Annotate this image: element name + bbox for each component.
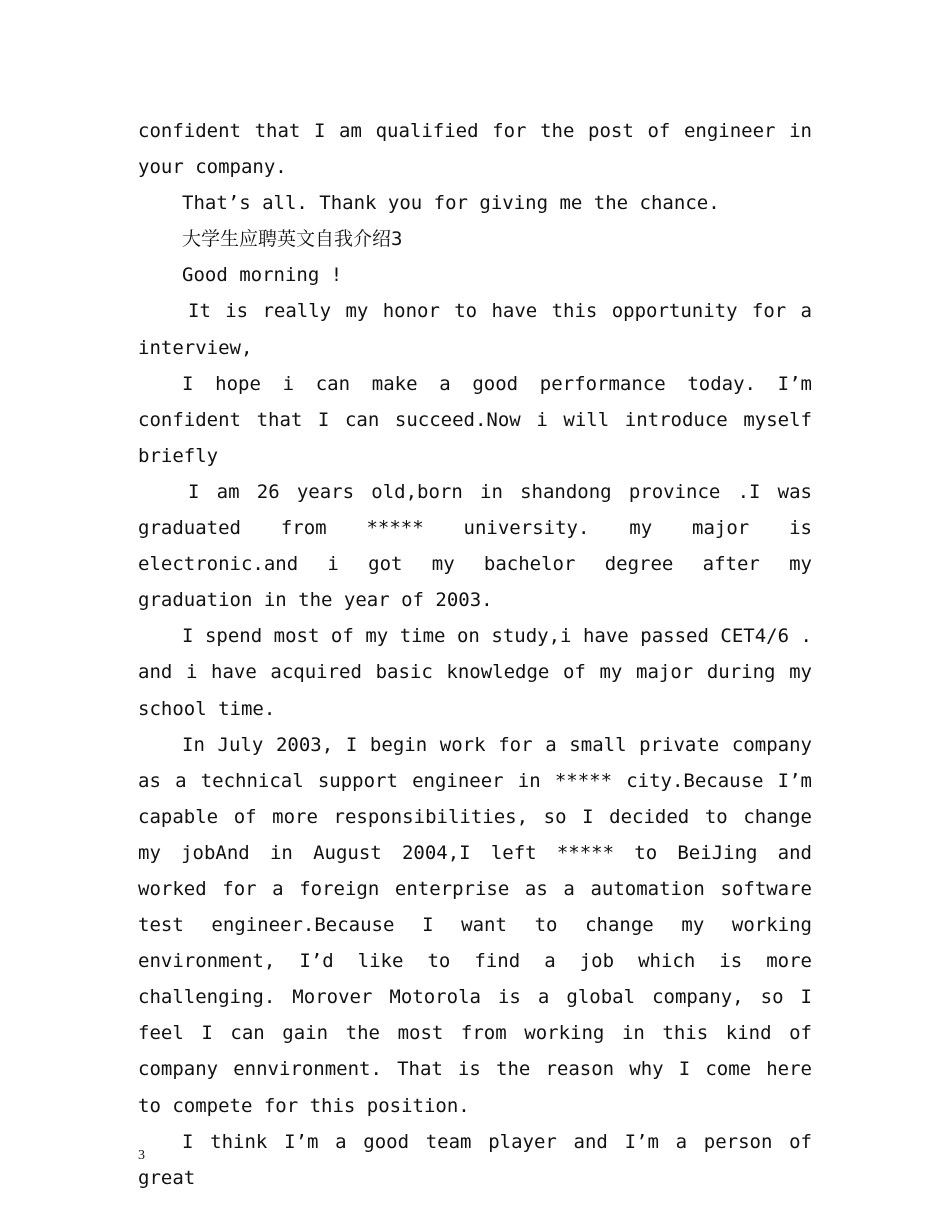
page-number: 3 bbox=[138, 1148, 145, 1163]
paragraph-performance: I hope i can make a good performance today. I’m confident that I can succeed.Now i will introduce myself briefly bbox=[138, 372, 812, 467]
paragraph-experience: In July 2003, I begin work for a small private company as a technical support engineer in ***** city.Because I’m capable of more responsibilities, so I decided to change my jobAnd in August 2004,I left ***** to BeiJing and worked for a foreign enterprise as a automation software test engineer.Because I want to change my working environment, I’d like to find a job which is more challenging. Morover Motorola is a global company, so I feel I can gain the most from working in this kind of company ennvironment. That is the reason why I come here to compete for this position. bbox=[138, 733, 812, 1117]
paragraph-background: I am 26 years old,born in shandong province .I was graduated from ***** university. my major is electronic.and i got my bachelor degree after my graduation in the year of 2003. bbox=[138, 480, 812, 612]
paragraph-greeting: Good morning ! bbox=[182, 264, 343, 287]
paragraph-study: I spend most of my time on study,i have passed CET4/6 . and i have acquired basic knowledge of my major during my school time. bbox=[138, 625, 812, 720]
paragraph-honor: It is really my honor to have this opportunity for a interview, bbox=[138, 300, 812, 359]
paragraph-team-player: I think I’m a good team player and I’m a person of great bbox=[138, 1130, 812, 1189]
section-heading: 大学生应聘英文自我介绍3 bbox=[182, 228, 403, 251]
paragraph-continuation: confident that I am qualified for the post of engineer in your company. bbox=[138, 120, 812, 179]
body-text bbox=[138, 113, 812, 1196]
paragraph-closing: That’s all. Thank you for giving me the chance. bbox=[182, 192, 720, 215]
